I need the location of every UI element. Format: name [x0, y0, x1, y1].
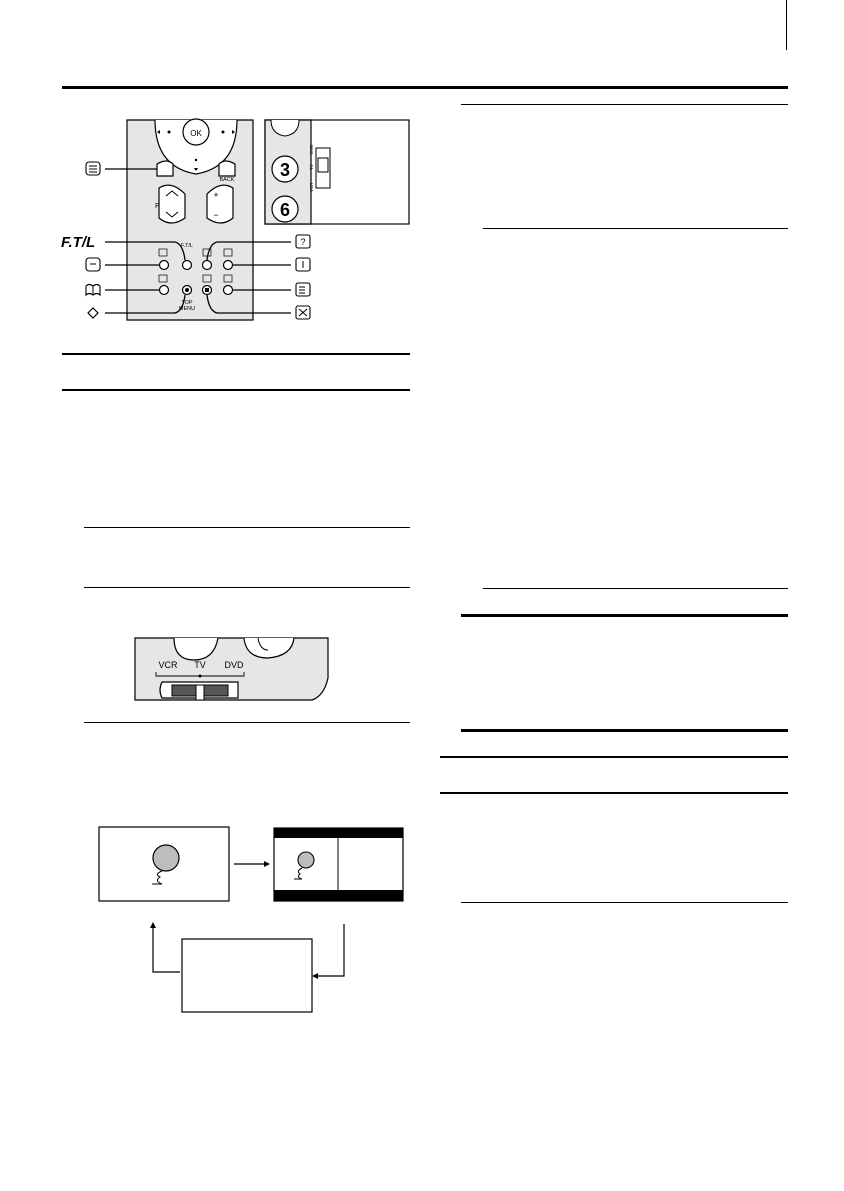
- header-rule: [62, 86, 788, 89]
- section-rule-2: [62, 389, 410, 391]
- ok-label: OK: [190, 129, 202, 138]
- right-rule-1: [461, 104, 788, 105]
- ftl-callout-label: F.T/L: [61, 234, 96, 251]
- crop-mark: [786, 0, 787, 50]
- switch-dvd-label: DVD: [224, 660, 244, 670]
- reveal-icon: [88, 308, 98, 318]
- switch-tv-label: TV: [194, 660, 206, 670]
- switch-vcr-label: VCR: [158, 660, 178, 670]
- right-rule-5: [461, 729, 788, 732]
- svg-text:−: −: [213, 210, 219, 220]
- index-button[interactable]: [160, 286, 169, 295]
- back-label: BACK: [219, 177, 235, 183]
- text-box: [182, 939, 312, 1012]
- right-rule-6: [440, 756, 788, 758]
- step-rule-1: [84, 527, 410, 528]
- top-label: TOP: [181, 300, 193, 306]
- help-button[interactable]: [203, 261, 212, 270]
- svg-text:?: ?: [300, 237, 306, 247]
- remote-control-diagram: [61, 112, 420, 327]
- right-rule-7: [440, 792, 788, 794]
- ftl-button[interactable]: [183, 261, 192, 270]
- svg-text:+: +: [213, 190, 219, 200]
- right-rule-4: [461, 614, 788, 617]
- back-button[interactable]: [219, 161, 235, 176]
- ftl-button-label: F.T/L: [180, 243, 194, 249]
- key-3: 3: [279, 160, 291, 180]
- picture-mode-cycle-diagram: [96, 824, 408, 1014]
- key-6: 6: [279, 200, 291, 220]
- hold-button[interactable]: [224, 261, 233, 270]
- right-rule-8: [461, 902, 788, 903]
- step-rule-3: [84, 722, 410, 723]
- switch-dvd: DVD: [309, 144, 314, 154]
- menu-label: MENU: [178, 306, 196, 312]
- switch-tv: TV: [309, 164, 314, 170]
- section-rule-1: [62, 353, 410, 355]
- right-rule-3: [483, 588, 788, 589]
- teletext-button[interactable]: [157, 161, 173, 176]
- subpage-button[interactable]: [224, 286, 233, 295]
- step-rule-2: [84, 587, 410, 588]
- p-label: P: [155, 203, 160, 210]
- switch-vcr: VCR: [309, 182, 314, 192]
- size-button[interactable]: [160, 261, 169, 270]
- mode-switch-diagram: [134, 638, 330, 706]
- right-rule-2: [483, 228, 788, 229]
